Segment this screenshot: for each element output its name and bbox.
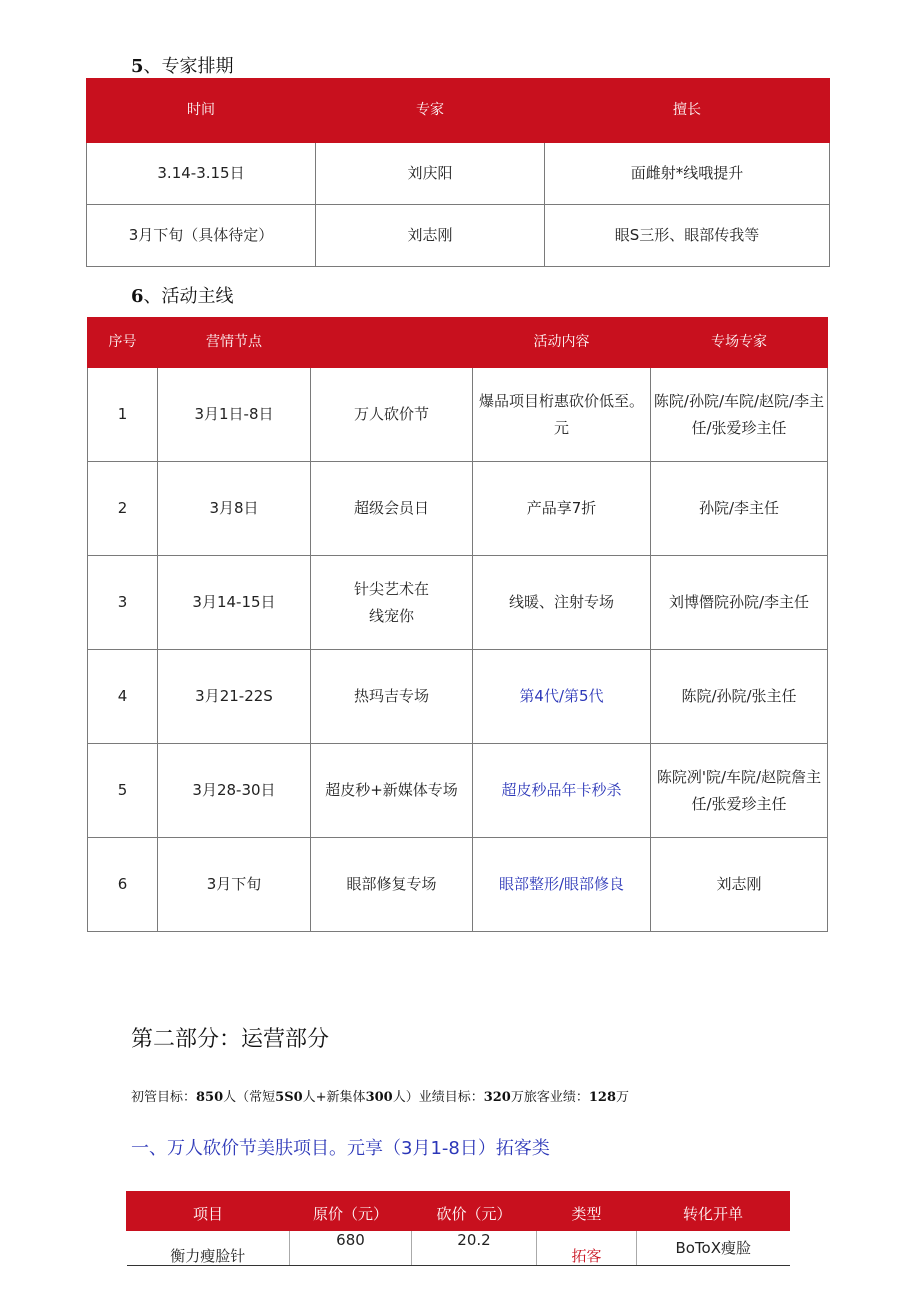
cell-original-price: 680 <box>290 1231 412 1266</box>
promo-items-table <box>126 1191 790 1266</box>
cell-node: 眼部修复专场 <box>311 838 473 932</box>
cell-experts: 刘博僭院孙院/李主任 <box>651 556 828 650</box>
col-header-blank <box>311 318 473 368</box>
part2-title: 第二部分：运营部分 <box>131 1027 330 1052</box>
expert-schedule-table <box>86 78 830 267</box>
goals-number: 128 <box>588 1090 617 1105</box>
cell-experts: 陈院/孙院/张主任 <box>651 650 828 744</box>
col-header-item: 项目 <box>127 1192 290 1231</box>
col-header-specialty: 擅长 <box>545 79 830 143</box>
cell-expert: 刘志刚 <box>316 205 545 267</box>
cell-date: 3月8日 <box>158 462 311 556</box>
cell-date: 3月21-22S <box>158 650 311 744</box>
cell-content: 超皮秒品年卡秒杀 <box>473 744 651 838</box>
cell-no: 2 <box>88 462 158 556</box>
cell-date: 3月1日-8日 <box>158 368 311 462</box>
table-row <box>127 1231 790 1266</box>
cell-content: 产品享7折 <box>473 462 651 556</box>
goals-text: 人+新集体 <box>302 1090 366 1105</box>
goals-text: 人（常短 <box>223 1090 276 1105</box>
cell-node: 超皮秒+新媒体专场 <box>311 744 473 838</box>
section5-heading <box>131 52 234 78</box>
col-header-conversion: 转化开单 <box>637 1192 790 1231</box>
cell-bargain-price: 20.2 <box>412 1231 537 1266</box>
cell-content: 第4代/第5代 <box>473 650 651 744</box>
col-header-type: 类型 <box>537 1192 637 1231</box>
goals-text: 万旅客业绩： <box>510 1090 589 1105</box>
cell-conversion: BoToX瘦脸 <box>637 1231 790 1266</box>
section6-heading <box>131 282 234 308</box>
section6-title: 、活动主线 <box>143 286 234 307</box>
section5-number: 5 <box>131 56 144 77</box>
cell-date: 3月28-30日 <box>158 744 311 838</box>
goals-text: 万 <box>616 1090 630 1105</box>
col-header-content: 活动内容 <box>473 318 651 368</box>
cell-time: 3月下旬（具体待定） <box>87 205 316 267</box>
table-header-row <box>87 79 830 143</box>
cell-experts: 刘志刚 <box>651 838 828 932</box>
table-row <box>87 205 830 267</box>
col-header-time: 时间 <box>87 79 316 143</box>
goals-number: 850 <box>196 1090 224 1105</box>
cell-type: 拓客 <box>537 1231 637 1266</box>
goals-text: 人）业绩目标： <box>392 1090 484 1105</box>
cell-no: 5 <box>88 744 158 838</box>
col-header-bargain-price: 砍价（元） <box>412 1192 537 1231</box>
goals-number: 320 <box>483 1090 511 1105</box>
cell-no: 3 <box>88 556 158 650</box>
cell-date: 3月下旬 <box>158 838 311 932</box>
cell-experts: 陈院冽'院/车院/赵院詹主任/张爱珍主任 <box>651 744 828 838</box>
goals-text: 初管目标： <box>131 1090 197 1105</box>
cell-time: 3.14-3.15日 <box>87 143 316 205</box>
table-header-row <box>88 318 828 368</box>
cell-content: 爆品项目桁惠砍价低至。元 <box>473 368 651 462</box>
cell-specialty: 眼S三形、眼部传我等 <box>545 205 830 267</box>
cell-no: 1 <box>88 368 158 462</box>
col-header-original-price: 原价（元） <box>290 1192 412 1231</box>
table-row <box>88 556 828 650</box>
table-header-row <box>127 1192 790 1231</box>
cell-experts: 陈院/孙院/车院/赵院/李主任/张爱珍主任 <box>651 368 828 462</box>
section6-number: 6 <box>131 286 144 307</box>
col-header-no: 序号 <box>88 318 158 368</box>
cell-no: 4 <box>88 650 158 744</box>
cell-experts: 孙院/李主任 <box>651 462 828 556</box>
cell-no: 6 <box>88 838 158 932</box>
goals-line <box>131 1086 629 1105</box>
col-header-node: 营情节点 <box>158 318 311 368</box>
cell-specialty: 面雌射*线哦提升 <box>545 143 830 205</box>
cell-node: 热玛吉专场 <box>311 650 473 744</box>
cell-node: 超级会员日 <box>311 462 473 556</box>
cell-item: 衡力瘦脸针 <box>127 1231 290 1266</box>
goals-number: 300 <box>365 1090 393 1105</box>
table-row <box>88 838 828 932</box>
section5-title: 、专家排期 <box>143 56 234 77</box>
goals-number: 5S0 <box>275 1090 303 1105</box>
promo-subtitle: 一、万人砍价节美肤项目。元享（3月1-8日）拓客类 <box>131 1138 550 1159</box>
cell-node: 针尖艺术在线宠你 <box>311 556 473 650</box>
activity-table <box>87 317 828 932</box>
cell-content: 眼部整形/眼部修良 <box>473 838 651 932</box>
table-row <box>88 368 828 462</box>
col-header-expert: 专家 <box>316 79 545 143</box>
cell-node: 万人砍价节 <box>311 368 473 462</box>
table-row <box>88 744 828 838</box>
col-header-experts: 专场专家 <box>651 318 828 368</box>
table-row <box>88 462 828 556</box>
table-row <box>88 650 828 744</box>
cell-expert: 刘庆阳 <box>316 143 545 205</box>
cell-content: 线暖、注射专场 <box>473 556 651 650</box>
table-row <box>87 143 830 205</box>
cell-date: 3月14-15日 <box>158 556 311 650</box>
